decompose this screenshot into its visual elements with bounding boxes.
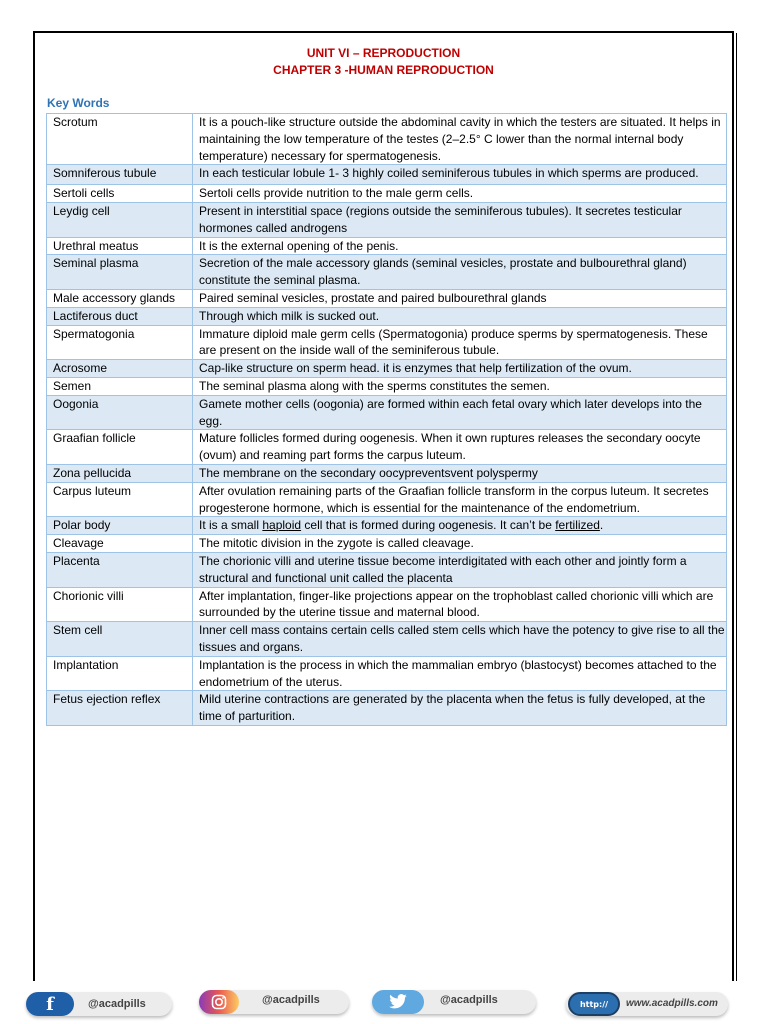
definition-cell: It is a small haploid cell that is formed during oogenesis. It can’t be fertilized. (193, 517, 727, 535)
table-row (47, 587, 727, 622)
twitter-icon (372, 990, 424, 1014)
unit-title: UNIT VI – REPRODUCTION (306, 46, 461, 60)
table-row (47, 185, 727, 203)
definition-cell: After implantation, finger-like projections appear on the trophoblast called chorionic villi which are surrounded by the uterine tissue and maternal blood. (193, 587, 727, 622)
instagram-icon (199, 990, 239, 1014)
table-row (47, 114, 727, 165)
table-row (47, 377, 727, 395)
term-cell: Acrosome (47, 360, 193, 378)
term-cell: Oogonia (47, 395, 193, 430)
website-badge[interactable] (566, 992, 728, 1016)
term-cell: Urethral meatus (47, 237, 193, 255)
key-words-heading: Key Words (47, 96, 110, 110)
definition-cell: Implantation is the process in which the mammalian embryo (blastocyst) becomes attached to the endometrium of the uterus. (193, 656, 727, 691)
table-row (47, 552, 727, 587)
definition-cell: Sertoli cells provide nutrition to the male germ cells. (193, 185, 727, 203)
facebook-icon: f (26, 992, 74, 1016)
term-cell: Sertoli cells (47, 185, 193, 203)
definition-cell: The chorionic villi and uterine tissue become interdigitated with each other and jointly form a structural and functional unit called the placenta (193, 552, 727, 587)
chapter-title: CHAPTER 3 -HUMAN REPRODUCTION (273, 63, 494, 77)
table-row (47, 517, 727, 535)
table-row (47, 656, 727, 691)
definition-cell: Cap-like structure on sperm head. it is enzymes that help fertilization of the ovum. (193, 360, 727, 378)
definition-cell: Mild uterine contractions are generated by the placenta when the fetus is fully developed, at the time of parturition. (193, 691, 727, 726)
facebook-handle: @acadpills (88, 998, 146, 1010)
definition-cell: After ovulation remaining parts of the Graafian follicle transform in the corpus luteum. It secretes progesterone hormone, which is essential for the maintenance of the endometrium. (193, 482, 727, 517)
table-row (47, 360, 727, 378)
definition-cell: Paired seminal vesicles, prostate and paired bulbourethral glands (193, 289, 727, 307)
definition-cell: It is the external opening of the penis. (193, 237, 727, 255)
twitter-badge[interactable] (372, 990, 536, 1014)
term-cell: Lactiferous duct (47, 307, 193, 325)
table-row (47, 325, 727, 360)
definition-cell: Inner cell mass contains certain cells called stem cells which have the potency to give rise to all the tissues and organs. (193, 622, 727, 657)
table-row (47, 482, 727, 517)
definition-cell: Mature follicles formed during oogenesis. When it own ruptures releases the secondary oocyte (ovum) and reaming part forms the carpus luteum. (193, 430, 727, 465)
table-row (47, 165, 727, 185)
term-cell: Seminal plasma (47, 255, 193, 290)
footer (0, 988, 768, 1018)
definition-cell: Immature diploid male germ cells (Spermatogonia) produce sperms by spermatogenesis. These are present on the inside wall of the seminiferous tubule. (193, 325, 727, 360)
term-cell: Zona pellucida (47, 464, 193, 482)
table-row (47, 464, 727, 482)
twitter-handle: @acadpills (440, 994, 498, 1006)
table-row (47, 691, 727, 726)
haploid-underline: haploid (262, 518, 302, 533)
table-row (47, 255, 727, 290)
term-cell: Leydig cell (47, 202, 193, 237)
term-cell: Somniferous tubule (47, 165, 193, 185)
definition-cell: Gamete mother cells (oogonia) are formed within each fetal ovary which later develops into the egg. (193, 395, 727, 430)
term-cell: Polar body (47, 517, 193, 535)
instagram-handle: @acadpills (262, 994, 320, 1006)
term-cell: Chorionic villi (47, 587, 193, 622)
definition-cell: Present in interstitial space (regions outside the seminiferous tubules). It secretes testicular hormones called androgens (193, 202, 727, 237)
instagram-badge[interactable] (199, 990, 349, 1014)
definition-cell: The mitotic division in the zygote is called cleavage. (193, 535, 727, 553)
term-cell: Male accessory glands (47, 289, 193, 307)
table-row (47, 202, 727, 237)
table-row (47, 622, 727, 657)
table-row (47, 237, 727, 255)
term-cell: Scrotum (47, 114, 193, 165)
term-cell: Fetus ejection reflex (47, 691, 193, 726)
term-cell: Semen (47, 377, 193, 395)
definition-cell: It is a pouch-like structure outside the abdominal cavity in which the testers are situated. It helps in maintaining the low temperature of the testes (2–2.5° C lower than the normal internal body temperature) necessary for spermatogenesis. (193, 114, 727, 165)
table-row (47, 395, 727, 430)
term-cell: Stem cell (47, 622, 193, 657)
definition-cell: Secretion of the male accessory glands (seminal vesicles, prostate and bulbourethral gland) constitute the seminal plasma. (193, 255, 727, 290)
term-cell: Spermatogonia (47, 325, 193, 360)
definition-cell: Through which milk is sucked out. (193, 307, 727, 325)
term-cell: Placenta (47, 552, 193, 587)
facebook-badge[interactable] (26, 992, 172, 1016)
table-row (47, 289, 727, 307)
definition-cell: The seminal plasma along with the sperms constitutes the semen. (193, 377, 727, 395)
website-url: www.acadpills.com (626, 998, 718, 1009)
fertilized-underline: fertilized (555, 518, 600, 533)
term-cell: Implantation (47, 656, 193, 691)
term-cell: Carpus luteum (47, 482, 193, 517)
term-cell: Graafian follicle (47, 430, 193, 465)
term-cell: Cleavage (47, 535, 193, 553)
key-words-table (46, 113, 727, 726)
table-row (47, 535, 727, 553)
table-row (47, 430, 727, 465)
definition-cell: In each testicular lobule 1- 3 highly coiled seminiferous tubules in which sperms are produced. (193, 165, 727, 185)
definition-cell: The membrane on the secondary oocypreventsvent polyspermy (193, 464, 727, 482)
web-link-icon: http:// (568, 992, 620, 1016)
table-row (47, 307, 727, 325)
